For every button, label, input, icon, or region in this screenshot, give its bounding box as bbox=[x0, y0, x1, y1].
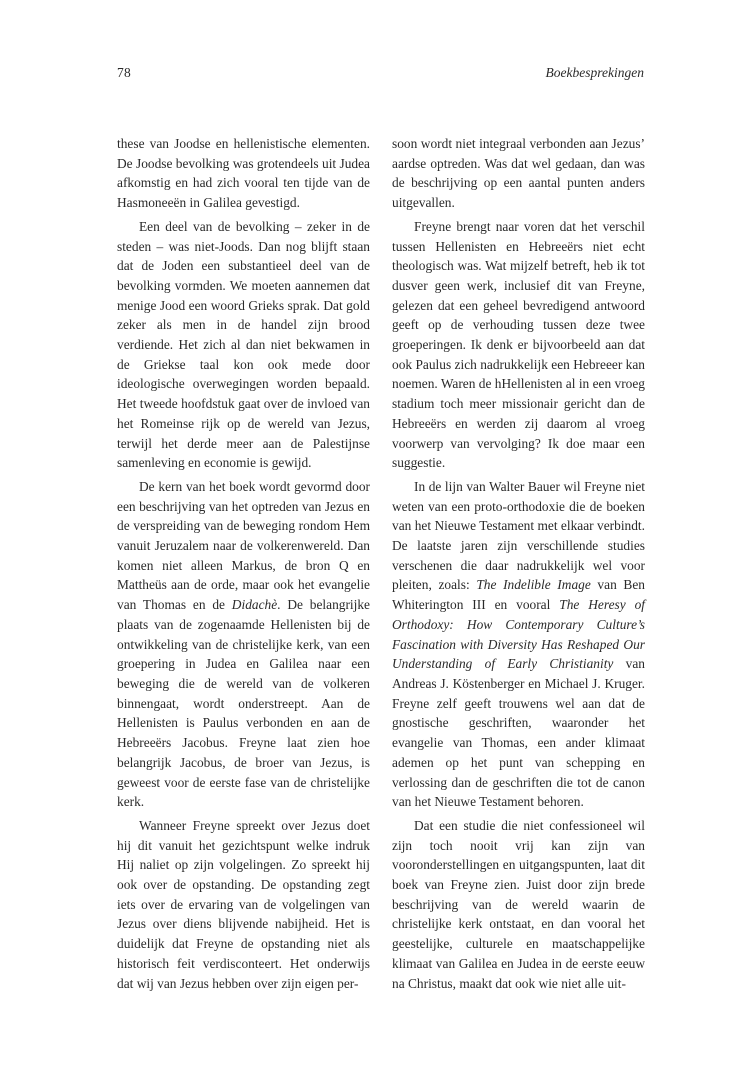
paragraph-left-3: De kern van het boek wordt gevormd door een beschrijving van het optreden van Jezus en de verspreiding van de beweging rondom Hem vanuit Jeruzalem naar de volkerenwereld. Dan komen niet alleen Markus, de bron Q en Mattheüs aan de orde, maar ook het evangelie van Thomas en de Didachè. De belangrijke plaats van de zogenaamde Hellenisten bij de ontwikkeling van de christelijke kerk, van een groepering in Judea en Galilea naar een beweging die de wereld van de volkeren binnengaat, wordt onderstreept. Aan de Hellenisten is Paulus verbonden en aan de Hebreeërs Jacobus. Freyne laat zien hoe belangrijk Jacobus, de broer van Jezus, is geweest voor de eerste fase van de christelijke kerk. bbox=[117, 478, 371, 810]
paragraph-right-1: soon wordt niet integraal verbonden aan Jezus’ aardse optreden. Was dat wel gedaan, dan was de beschrijving op een aantal punten anders uitgevallen. bbox=[392, 136, 645, 211]
paragraph-left-1: these van Joodse en hellenistische elementen. De Joodse bevolking was grotendeels uit Judea afkomstig en had zich vooral ten tijde van de Hasmoneeën in Galilea gevestigd. bbox=[117, 136, 370, 211]
paragraph-right-4: Dat een studie die niet confessioneel wil zijn toch nooit vrij kan zijn van vooronderstellingen en uitgangspunten, laat dit boek van Freyne zien. Juist door zijn brede beschrijving van de wereld waarin de christelijke kerk ontstaat, en dan vooral het geestelijke, culturele en maatschappelijke klimaat van Galilea en Judea in de eerste eeuw na Christus, maakt dat ook wie niet alle uit- bbox=[392, 817, 645, 991]
right-column bbox=[392, 134, 645, 993]
running-head: Boekbesprekingen bbox=[545, 65, 644, 80]
left-column bbox=[117, 134, 370, 993]
paragraph-right-2: Freyne brengt naar voren dat het verschil tussen Hellenisten en Hebreeërs niet echt theologisch was. Wat mijzelf betreft, heb ik tot dusver geen werk, inclusief dit van Freyne, gelezen dat een geheel bevredigend antwoord geeft op de verhouding tussen deze twee groeperingen. Ik denk er bijvoorbeeld aan dat ook Paulus zich nadrukkelijk een Hebreeer kan noemen. Waren de hHellenisten al in een vroeg stadium toch meer missionair gericht dan de Hebreeërs en werden zij daarom al vroeg voorwerp van vervolging? Ik doe maar een suggestie. bbox=[392, 218, 646, 471]
paragraph-right-3: In de lijn van Walter Bauer wil Freyne niet weten van een proto-orthodoxie die de boeken van het Nieuwe Testament met elkaar verbindt. De laatste jaren zijn verschillende studies verschenen die daar nadrukkelijk wel voor pleiten, zoals: The Indelible Image van Ben Whiterington III en vooral The Heresy of Orthodoxy: How Contemporary Culture’s Fascination with Diversity Has Reshaped Our Understanding of Early Christianity van Andreas J. Köstenberger en Michael J. Kruger. Freyne zelf geeft trouwens wel aan dat de gnostische geschriften, waaronder het evangelie van Thomas, een ander klimaat ademen op het punt van schepping en verlossing dan de geschriften die tot de canon van het Nieuwe Testament behoren. bbox=[392, 478, 646, 810]
page-number: 78 bbox=[117, 65, 131, 80]
paragraph-left-2: Een deel van de bevolking – zeker in de steden – was niet-Joods. Dan nog blijft staan dat de Joden een substantieel deel van de bevolking vormden. We moeten aannemen dat menige Jood een woord Grieks sprak. Dat gold zeker als men in de handel zijn brood verdiende. Het zich al dan niet bekwamen in de Griekse taal kon ook mede door ideologische overwegingen worden bepaald. Het tweede hoofdstuk gaat over de invloed van het Romeinse rijk op de wereld van Jezus, terwijl het derde meer aan de Palestijnse samenleving en economie is gewijd. bbox=[117, 218, 370, 471]
paragraph-left-4: Wanneer Freyne spreekt over Jezus doet hij dit vanuit het gezichtspunt welke indruk Hij naliet op zijn volgelingen. Zo spreekt hij ook over de opstanding. De opstanding zegt iets over de ervaring van de volgelingen van Jezus over diens blijvende nabijheid. Het is duidelijk dat Freyne de opstanding niet als historisch feit verdisconteert. Het onderwijs dat wij van Jezus hebben over zijn eigen per- bbox=[117, 817, 370, 991]
